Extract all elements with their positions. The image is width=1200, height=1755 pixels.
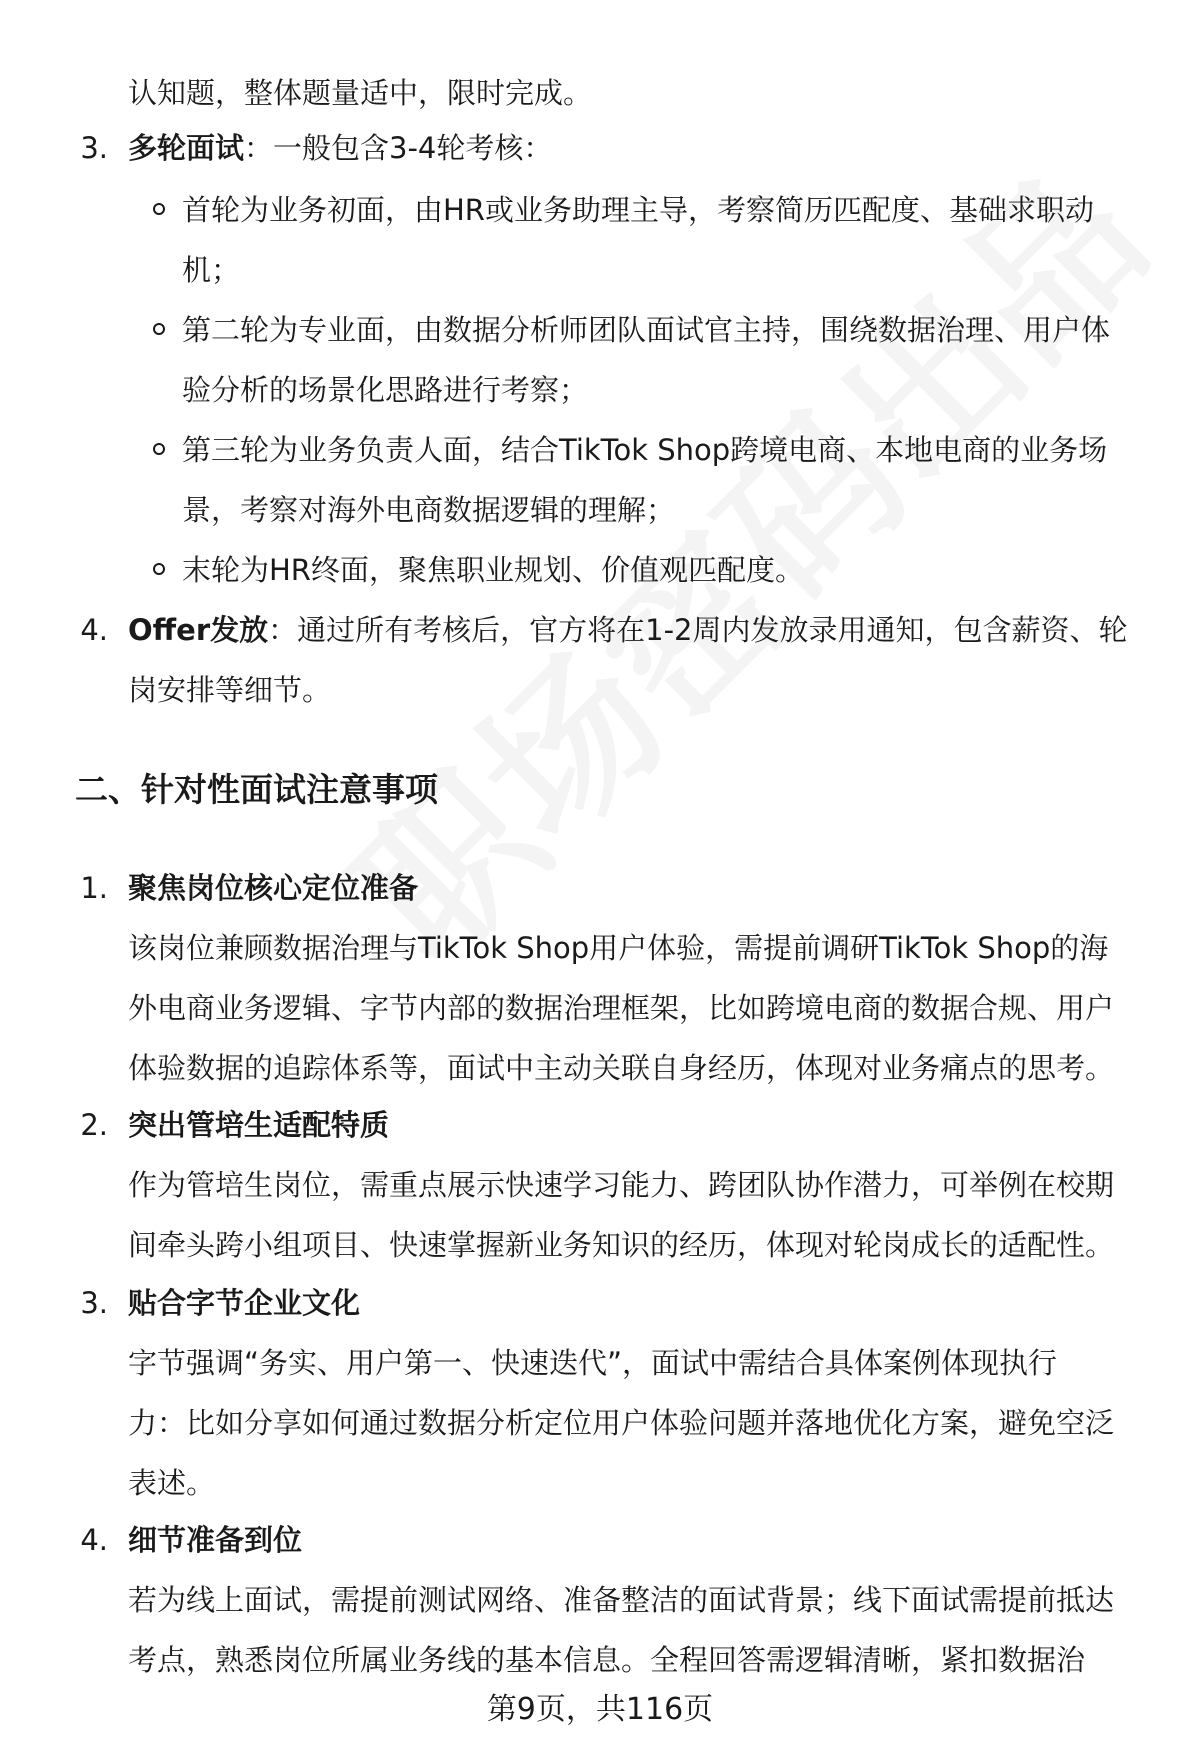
paragraph-line: 力：比如分享如何通过数据分析定位用户体验问题并落地优化方案，避免空泛: [128, 1406, 1115, 1440]
list-number: 2.: [80, 1108, 108, 1142]
paragraph-line: 该岗位兼顾数据治理与TikTok Shop用户体验，需提前调研TikTok Shop的海: [128, 931, 1109, 965]
list-item-text: [128, 128, 552, 168]
paragraph-line: 外电商业务逻辑、字节内部的数据治理框架，比如跨境电商的数据合规、用户: [128, 991, 1115, 1025]
sub-item-line: 第三轮为业务负责人面，结合TikTok Shop跨境电商、本地电商的业务场: [182, 433, 1108, 467]
paragraph-line: 若为线上面试，需提前测试网络、准备整洁的面试背景；线下面试需提前抵达: [128, 1583, 1115, 1617]
list-item-text: [128, 610, 1128, 650]
sub-item-line: 机；: [182, 253, 241, 287]
list-item-body: ：一般包含3-4轮考核：: [244, 131, 553, 165]
list-item-title: 多轮面试: [128, 131, 245, 165]
sub-item-line: 首轮为业务初面，由HR或业务助理主导，考察简历匹配度、基础求职动: [182, 193, 1094, 227]
sub-item-line: 第二轮为专业面，由数据分析师团队面试官主持，围绕数据治理、用户体: [182, 313, 1111, 347]
paragraph-line: 体验数据的追踪体系等，面试中主动关联自身经历，体现对业务痛点的思考。: [128, 1051, 1115, 1085]
list-item-title: 聚焦岗位核心定位准备: [128, 871, 419, 905]
list-item-title: Offer发放: [128, 613, 269, 647]
paragraph-line: 表述。: [128, 1466, 216, 1500]
bullet-icon: [153, 563, 165, 575]
paragraph-line: 作为管培生岗位，需重点展示快速学习能力、跨团队协作潜力，可举例在校期: [128, 1168, 1115, 1202]
list-item-title: 突出管培生适配特质: [128, 1108, 390, 1142]
list-number: 1.: [80, 871, 108, 905]
list-item-title: 贴合字节企业文化: [128, 1286, 361, 1320]
bullet-icon: [153, 203, 165, 215]
list-item-line: 岗安排等细节。: [128, 673, 332, 707]
section-heading: 二、针对性面试注意事项: [75, 770, 438, 809]
list-item-title: 细节准备到位: [128, 1523, 303, 1557]
bullet-icon: [153, 443, 165, 455]
paragraph-line: 考点，熟悉岗位所属业务线的基本信息。全程回答需逻辑清晰，紧扣数据治: [128, 1643, 1086, 1677]
sub-item-line: 景，考察对海外电商数据逻辑的理解；: [182, 493, 676, 527]
list-number: 4.: [80, 613, 108, 647]
list-number: 3.: [80, 1286, 108, 1320]
page-number: 第9页，共116页: [486, 1692, 714, 1727]
list-number: 3.: [80, 131, 108, 165]
paragraph-line: 字节强调“务实、用户第一、快速迭代”，面试中需结合具体案例体现执行: [128, 1346, 1058, 1380]
paragraph-line: 间牵头跨小组项目、快速掌握新业务知识的经历，体现对轮岗成长的适配性。: [128, 1228, 1115, 1262]
list-item-body: ：通过所有考核后，官方将在1-2周内发放录用通知，包含薪资、轮: [268, 613, 1128, 647]
bullet-icon: [153, 323, 165, 335]
continuation-line: 认知题，整体题量适中，限时完成。: [128, 76, 593, 110]
list-number: 4.: [80, 1523, 108, 1557]
sub-item-line: 验分析的场景化思路进行考察；: [182, 373, 589, 407]
sub-item-line: 末轮为HR终面，聚焦职业规划、价值观匹配度。: [182, 553, 804, 587]
